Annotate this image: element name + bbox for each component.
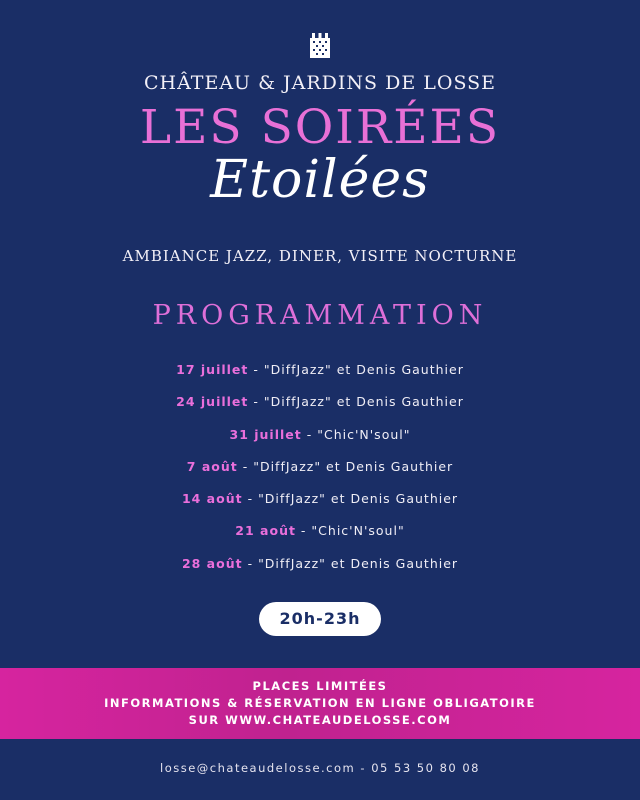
event-item: [0, 556, 640, 588]
event-date: 28 août: [181, 555, 243, 571]
banner-website: SUR WWW.CHATEAUDELOSSE.COM: [188, 713, 452, 727]
title-les-soirees: LES SOIRÉES: [139, 100, 501, 155]
event-separator: -: [301, 426, 318, 442]
hours-badge: 20h-23h: [259, 602, 381, 636]
venue-name: CHÂTEAU & JARDINS DE LOSSE: [143, 72, 497, 94]
event-date: 24 juillet: [176, 394, 249, 410]
event-item: [0, 523, 640, 555]
event-artist: "Chic'N'soul": [317, 426, 411, 442]
event-artist: "DiffJazz" et Denis Gauthier: [263, 394, 464, 410]
event-schedule: [0, 362, 640, 588]
event-item: [0, 459, 640, 491]
programmation-heading: PROGRAMMATION: [152, 300, 488, 331]
ambiance-subtitle: AMBIANCE JAZZ, DINER, VISITE NOCTURNE: [122, 247, 518, 265]
event-item: [0, 362, 640, 394]
event-date: 14 août: [181, 491, 243, 507]
event-item: [0, 427, 640, 459]
event-date: 31 juillet: [229, 426, 302, 442]
castle-crest-icon: [309, 33, 331, 59]
event-separator: -: [248, 394, 264, 410]
event-separator: -: [242, 555, 259, 571]
event-date: 7 août: [186, 458, 238, 474]
event-artist: "DiffJazz" et Denis Gauthier: [263, 362, 464, 377]
event-artist: "DiffJazz" et Denis Gauthier: [253, 458, 454, 474]
contact-footer: losse@chateaudelosse.com - 05 53 50 80 08: [160, 761, 480, 775]
event-date: 21 août: [235, 523, 296, 539]
event-artist: "DiffJazz" et Denis Gauthier: [258, 491, 459, 507]
event-separator: -: [248, 362, 264, 377]
title-etoilees: Etoilées: [210, 150, 430, 210]
event-separator: -: [295, 523, 312, 539]
banner-info-reservation: INFORMATIONS & RÉSERVATION EN LIGNE OBLIGATOIRE: [104, 696, 536, 710]
event-artist: "Chic'N'soul": [311, 523, 405, 539]
event-item: [0, 491, 640, 523]
event-separator: -: [237, 458, 254, 474]
event-date: 17 juillet: [176, 362, 249, 377]
banner-places-limitees: PLACES LIMITÉES: [252, 679, 388, 693]
event-artist: "DiffJazz" et Denis Gauthier: [258, 555, 459, 571]
event-item: [0, 394, 640, 426]
event-separator: -: [242, 491, 259, 507]
reservation-banner: [0, 668, 640, 739]
